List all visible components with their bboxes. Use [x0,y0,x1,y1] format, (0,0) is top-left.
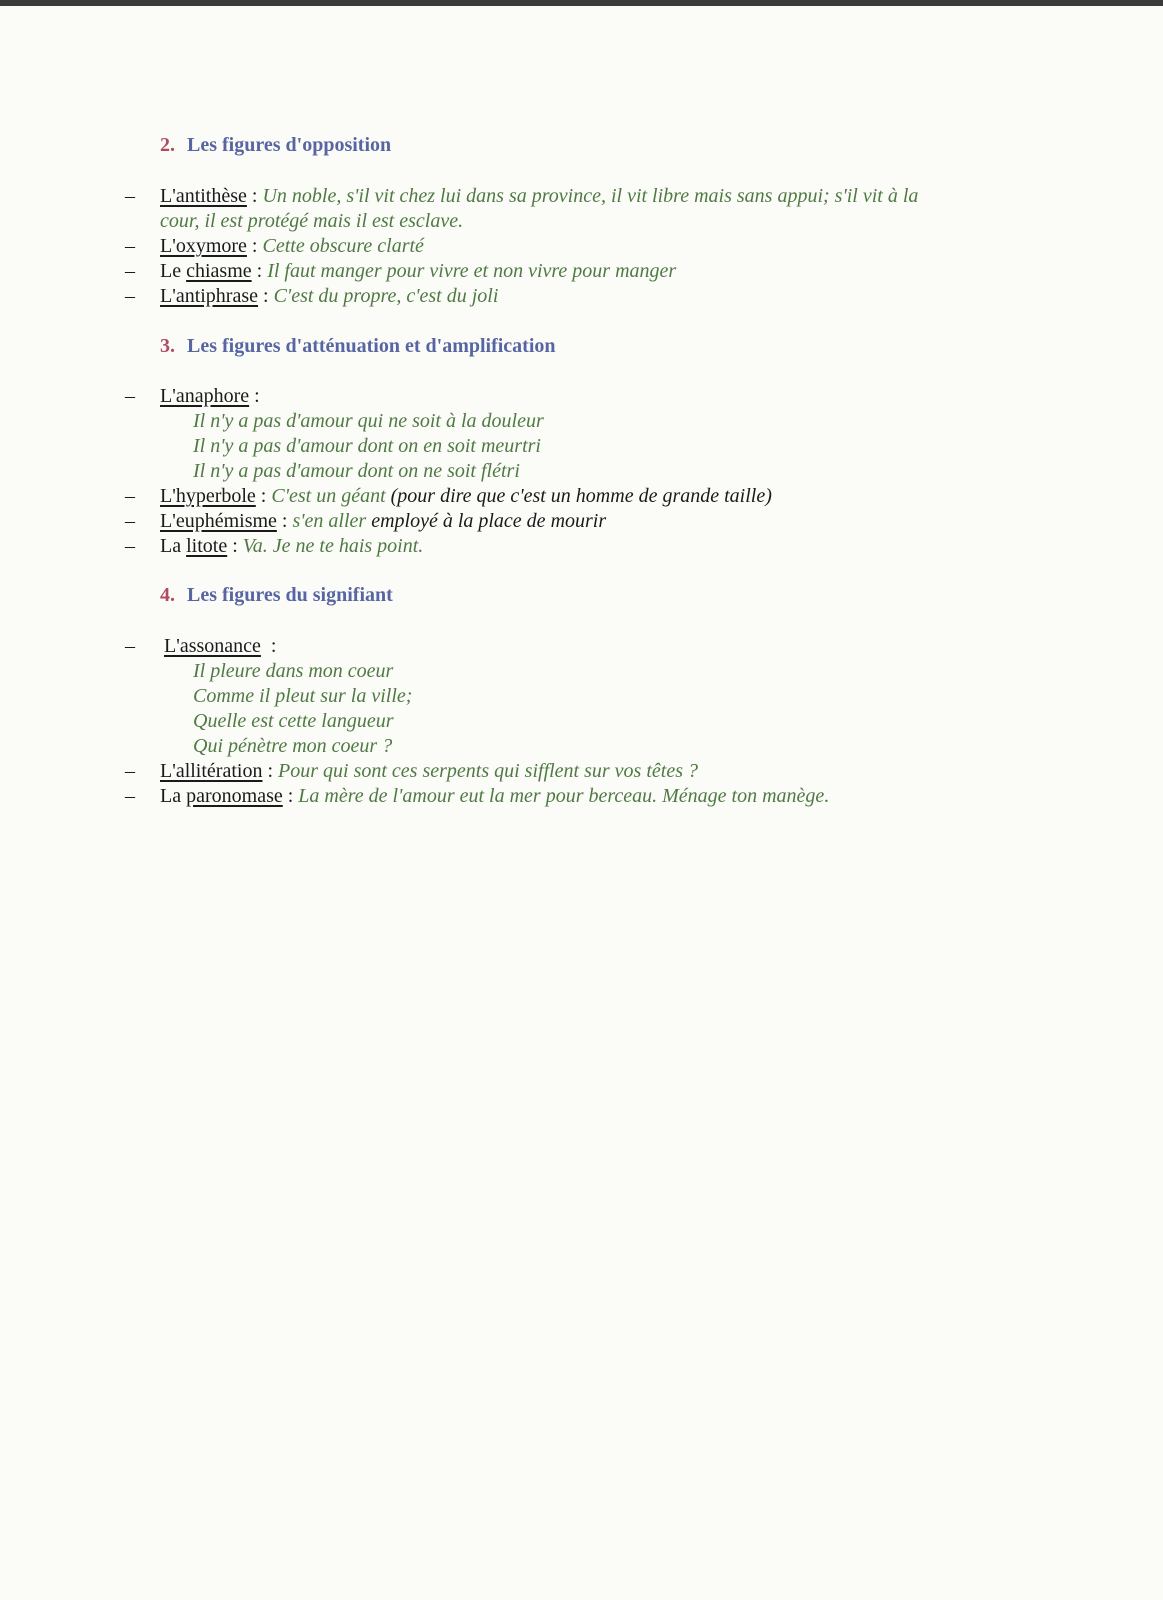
verse-line: Il n'y a pas d'amour dont on ne soit flétri [193,460,520,482]
separator: : [246,185,263,207]
separator: : [262,760,279,782]
figure-paronomase [160,784,829,808]
verse-line: Il n'y a pas d'amour qui ne soit à la douleur [193,410,544,432]
section-heading-opposition [160,134,391,157]
figure-term: L'euphémisme [160,510,277,532]
figure-prefix: La [160,785,187,807]
figure-note: (pour dire que c'est un homme de grande taille) [385,485,772,507]
separator: : [276,510,293,532]
figure-example: C'est un géant [271,485,386,507]
figure-term: L'antiphrase [160,285,259,307]
separator: : [260,635,277,657]
verse-line: Quelle est cette langueur [193,710,394,732]
separator: : [255,485,272,507]
figure-example: Cette obscure clarté [262,235,424,257]
figure-term: L'allitération [160,760,263,782]
section-heading-signifiant [160,584,393,607]
verse-line: Il n'y a pas d'amour dont on en soit meurtri [193,435,541,457]
separator: : [282,785,299,807]
verse-line: Comme il pleut sur la ville; [193,685,413,707]
verse-line: Il pleure dans mon coeur [193,660,394,682]
separator: : [249,385,260,407]
figure-prefix: Le [160,260,187,282]
figure-oxymore [160,234,424,258]
figure-term: L'hyperbole [160,485,256,507]
bullet-dash: – [125,485,135,507]
figure-antiphrase [160,284,498,308]
figure-term: L'antithèse [160,185,247,207]
bullet-dash: – [125,535,135,557]
section-title: Les figures d'opposition [187,134,392,156]
separator: : [227,535,243,557]
section-number: 3. [160,335,175,357]
bullet-dash: – [125,385,135,407]
bullet-dash: – [125,510,135,532]
figure-prefix: La [160,535,187,557]
figure-term: chiasme [186,260,252,282]
bullet-dash: – [125,185,135,207]
figure-chiasme [160,259,676,283]
section-title: Les figures d'atténuation et d'amplification [187,335,556,357]
figure-term: L'oxymore [160,235,247,257]
bullet-dash: – [125,260,135,282]
figure-example: La mère de l'amour eut la mer pour berceau. Ménage ton manège. [298,785,830,807]
bullet-dash: – [125,785,135,807]
figure-alliteration [160,759,698,783]
verse-line: Qui pénètre mon coeur ? [193,735,393,757]
figure-assonance [160,634,276,658]
figure-antithese [160,184,918,208]
figure-litote [160,534,423,558]
bullet-dash: – [125,635,135,657]
figure-term: L'anaphore [160,385,250,407]
figure-example: C'est du propre, c'est du joli [273,285,499,307]
separator: : [258,285,274,307]
figure-hyperbole [160,484,772,508]
bullet-dash: – [125,760,135,782]
figure-anaphore [160,384,260,408]
figure-example: Il faut manger pour vivre et non vivre pour manger [267,260,677,282]
figure-example: s'en aller [292,510,367,532]
section-number: 2. [160,134,175,156]
figure-euphemisme [160,509,606,533]
separator: : [251,260,268,282]
figure-example-continued: cour, il est protégé mais il est esclave. [160,210,464,232]
figure-term: paronomase [186,785,283,807]
figure-example: Un noble, s'il vit chez lui dans sa province, il vit libre mais sans appui; s'il vit à la [262,185,919,207]
section-heading-attenuation [160,335,556,358]
section-number: 4. [160,584,175,606]
section-title: Les figures du signifiant [187,584,393,606]
figure-term: L'assonance [164,635,261,657]
figure-example: Pour qui sont ces serpents qui sifflent sur vos têtes ? [278,760,698,782]
figure-term: litote [186,535,228,557]
figure-note: employé à la place de mourir [366,510,607,532]
bullet-dash: – [125,235,135,257]
figure-example: Va. Je ne te hais point. [242,535,424,557]
bullet-dash: – [125,285,135,307]
separator: : [246,235,263,257]
